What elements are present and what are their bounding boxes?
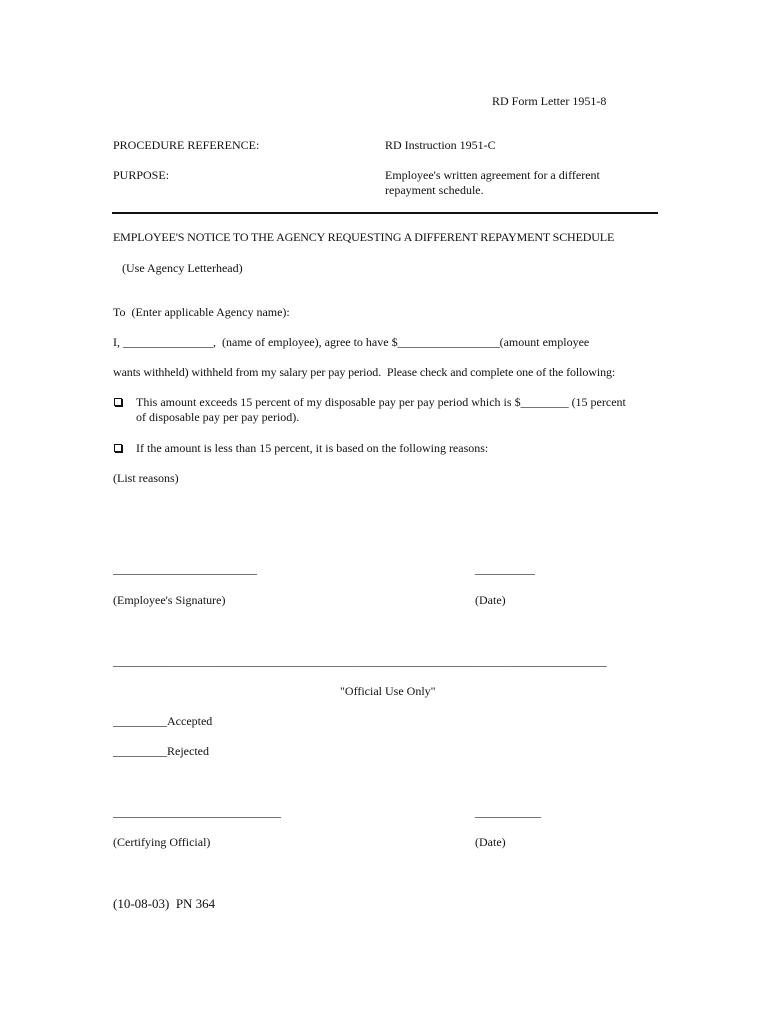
official-use-separator: __________________________________________________________________________________ <box>113 654 607 668</box>
checkbox-less-than-15-percent[interactable] <box>114 444 122 452</box>
accepted-line[interactable]: _________Accepted <box>113 714 213 728</box>
header-divider <box>112 212 658 214</box>
employee-date-line[interactable]: __________ <box>475 562 535 576</box>
purpose-value-line1: Employee's written agreement for a different <box>385 168 600 182</box>
employee-signature-line[interactable]: ________________________ <box>113 562 257 576</box>
notice-heading: EMPLOYEE'S NOTICE TO THE AGENCY REQUESTING A DIFFERENT REPAYMENT SCHEDULE <box>113 230 615 244</box>
form-id: RD Form Letter 1951-8 <box>492 94 607 108</box>
checkbox-exceeds-15-percent[interactable] <box>114 398 122 406</box>
certifying-date-label: (Date) <box>475 835 506 849</box>
footer-code: (10-08-03) PN 364 <box>113 896 216 911</box>
certifying-date-line[interactable]: ___________ <box>475 805 541 819</box>
purpose-value-line2: repayment schedule. <box>385 183 484 197</box>
purpose-label: PURPOSE: <box>113 168 170 182</box>
to-line: To (Enter applicable Agency name): <box>113 305 290 319</box>
agreement-line-1: I, _______________, (name of employee), agree to have $_________________(amount employee <box>113 335 590 349</box>
option-exceeds-line1: This amount exceeds 15 percent of my disposable pay per pay period which is $________ (15 percent <box>136 395 626 409</box>
rejected-line[interactable]: _________Rejected <box>113 744 209 758</box>
list-reasons: (List reasons) <box>113 471 179 485</box>
certifying-official-signature-line[interactable]: ____________________________ <box>113 805 281 819</box>
employee-signature-label: (Employee's Signature) <box>113 593 226 607</box>
certifying-official-label: (Certifying Official) <box>113 835 211 849</box>
option-less-line1: If the amount is less than 15 percent, it is based on the following reasons: <box>136 441 489 455</box>
procedure-reference-value: RD Instruction 1951-C <box>385 138 496 152</box>
letterhead-note: (Use Agency Letterhead) <box>122 261 243 275</box>
official-use-heading: "Official Use Only" <box>340 684 436 698</box>
employee-date-label: (Date) <box>475 593 506 607</box>
option-exceeds-line2: of disposable pay per pay period). <box>136 410 300 424</box>
agreement-line-2: wants withheld) withheld from my salary per pay period. Please check and complete one of the following: <box>113 365 616 379</box>
procedure-reference-label: PROCEDURE REFERENCE: <box>113 138 260 152</box>
